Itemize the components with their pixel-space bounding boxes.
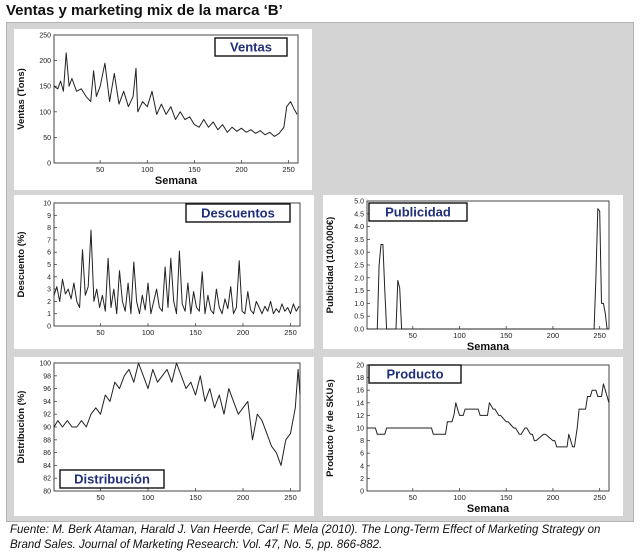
y-tick-label: 8: [360, 438, 364, 446]
distribucion-svg: [14, 357, 314, 516]
chart-title: Ventas: [230, 39, 272, 55]
y-tick-label: 98: [43, 373, 51, 381]
y-tick-label: 3: [47, 286, 51, 294]
y-tick-label: 2: [47, 298, 51, 306]
y-axis-label: Distribución (%): [16, 390, 27, 464]
y-tick-label: 96: [43, 386, 51, 394]
y-tick-label: 3.0: [354, 249, 364, 257]
y-tick-label: 9: [47, 212, 51, 220]
x-tick-label: 100: [141, 165, 154, 174]
x-tick-label: 200: [236, 493, 250, 502]
y-tick-label: 2: [360, 475, 364, 483]
x-tick-label: 150: [189, 328, 202, 337]
y-tick-label: 94: [43, 398, 51, 406]
x-tick-label: 250: [593, 493, 606, 502]
publicidad-series-line: [367, 209, 609, 329]
x-tick-label: 50: [95, 165, 105, 174]
y-tick-label: 10: [43, 200, 51, 208]
y-tick-label: 10: [356, 425, 364, 433]
x-axis-label: Semana: [466, 341, 510, 353]
x-tick-label: 100: [141, 493, 155, 502]
y-tick-label: 7: [47, 237, 51, 245]
chart-title: Publicidad: [385, 204, 451, 220]
publicidad-chart: [323, 195, 623, 353]
x-tick-label: 150: [189, 493, 202, 502]
descuentos-svg: [14, 195, 314, 349]
producto-series-line: [367, 384, 609, 447]
y-tick-label: 1.5: [354, 288, 364, 296]
ventas-chart: [14, 29, 312, 190]
x-tick-label: 50: [408, 331, 417, 340]
x-tick-label: 100: [453, 493, 466, 502]
x-tick-label: 200: [546, 493, 560, 502]
y-tick-label: 18: [356, 375, 364, 383]
y-tick-label: 86: [43, 450, 51, 458]
descuentos-series-line: [54, 230, 299, 314]
y-tick-label: 0: [360, 488, 364, 496]
x-tick-label: 50: [408, 493, 417, 502]
x-tick-label: 250: [284, 328, 297, 337]
y-tick-label: 4.5: [354, 211, 364, 219]
page-title: Ventas y marketing mix de la marca ‘B’: [6, 2, 283, 19]
x-tick-label: 150: [188, 165, 201, 174]
chart-title: Descuentos: [201, 205, 275, 221]
y-tick-label: 8: [47, 225, 51, 233]
x-axis-label: Semana: [466, 503, 510, 515]
y-tick-label: 2.0: [354, 275, 364, 283]
y-tick-label: 6: [360, 450, 364, 458]
y-tick-label: 250: [39, 32, 51, 40]
y-tick-label: 4: [360, 463, 364, 471]
y-axis-label: Publicidad (100,000€): [325, 216, 336, 314]
x-tick-label: 200: [235, 165, 248, 174]
y-tick-label: 90: [43, 424, 51, 432]
y-tick-label: 3.5: [354, 236, 364, 244]
x-tick-label: 100: [453, 331, 466, 340]
x-tick-label: 200: [546, 331, 560, 340]
source-citation: Fuente: M. Berk Ataman, Harald J. Van Heerde, Carl F. Mela (2010). The Long-Term Effect of Marketing Strategy on Brand Sales. Journal of Marketing Research: Vol. 47, No. 5, pp. 866-882.: [10, 524, 601, 551]
y-tick-label: 1.0: [354, 300, 364, 308]
x-tick-label: 150: [499, 493, 513, 502]
distribucion-chart: [14, 357, 314, 516]
x-tick-label: 50: [96, 328, 105, 337]
y-tick-label: 5: [47, 262, 51, 269]
y-tick-label: 20: [356, 362, 364, 370]
y-tick-label: 6: [47, 249, 51, 257]
y-tick-label: 12: [356, 412, 364, 420]
y-tick-label: 88: [43, 437, 51, 445]
y-tick-label: 5.0: [354, 198, 364, 206]
y-axis-label: Producto (# de SKUs): [325, 379, 336, 477]
ventas-series-line: [54, 53, 297, 136]
y-tick-label: 84: [43, 462, 51, 470]
publicidad-svg: [323, 195, 623, 353]
y-tick-label: 1: [47, 311, 51, 319]
y-tick-label: 2.5: [354, 262, 364, 270]
y-tick-label: 200: [39, 58, 51, 66]
y-tick-label: 14: [356, 400, 364, 408]
y-tick-label: 0: [47, 323, 51, 331]
chart-title: Distribución: [74, 471, 150, 487]
descuentos-chart: [14, 195, 314, 349]
y-tick-label: 4: [47, 274, 51, 282]
y-axis-label: Descuento (%): [16, 231, 27, 298]
y-axis-label: Ventas (Tons): [16, 68, 27, 130]
x-axis-label: Semana: [154, 175, 198, 187]
y-tick-label: 0.5: [354, 313, 364, 321]
y-tick-label: 92: [43, 411, 51, 419]
y-tick-label: 16: [356, 387, 364, 395]
x-tick-label: 100: [141, 328, 155, 337]
x-tick-label: 250: [593, 331, 606, 340]
x-tick-label: 250: [282, 165, 295, 174]
y-tick-label: 4.0: [354, 224, 364, 232]
producto-chart: [323, 357, 623, 516]
chart-title: Producto: [386, 366, 444, 382]
x-tick-label: 200: [236, 328, 250, 337]
x-tick-label: 250: [284, 493, 297, 502]
x-tick-label: 150: [499, 331, 513, 340]
y-tick-label: 0.0: [354, 326, 364, 334]
y-tick-label: 150: [39, 83, 51, 91]
y-tick-label: 80: [43, 488, 51, 496]
y-tick-label: 50: [43, 134, 51, 142]
ventas-svg: [14, 29, 312, 190]
distribucion-series-line: [54, 363, 300, 465]
x-tick-label: 50: [96, 493, 105, 502]
y-tick-label: 82: [43, 475, 51, 483]
y-tick-label: 0: [47, 160, 51, 168]
y-tick-label: 100: [39, 109, 51, 117]
producto-svg: [323, 357, 623, 516]
y-tick-label: 100: [39, 360, 51, 368]
